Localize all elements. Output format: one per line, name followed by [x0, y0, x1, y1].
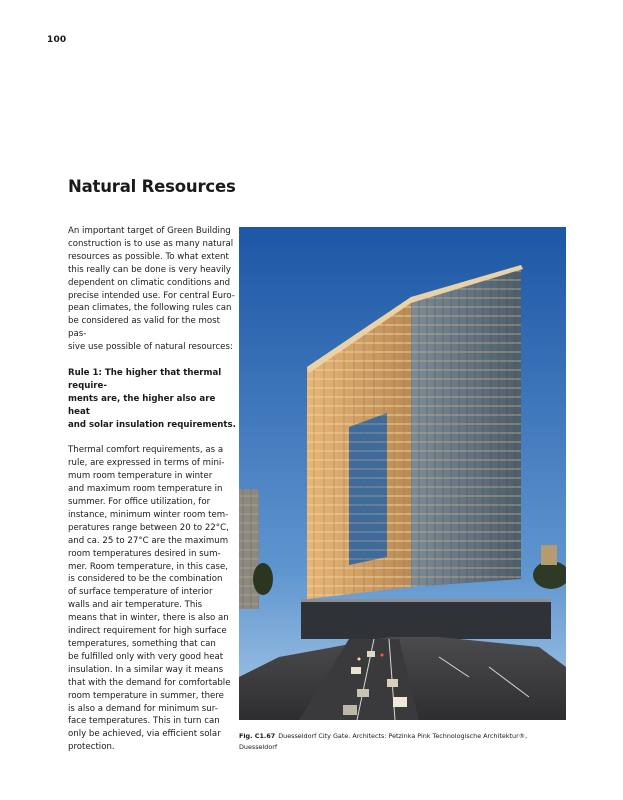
text-line: rule, are expressed in terms of mini- [68, 458, 225, 469]
text-line: only be achieved, via efficient solar [68, 729, 221, 740]
text-line: peratures range between 20 to 22°C, [68, 522, 229, 533]
text-line: summer. For office utilization, for [68, 497, 211, 507]
text-line: this really can be done is very heavily [68, 264, 231, 275]
text-line: means that in winter, there is also an [68, 613, 229, 624]
text-line: sive use possible of natural resources: [68, 342, 233, 353]
text-line: Thermal comfort requirements, as a [68, 445, 224, 456]
figure-caption [239, 731, 569, 752]
text-line: mer. Room temperature, in this case, [68, 561, 229, 572]
page-number: 100 [47, 35, 67, 45]
text-line: be considered as valid for the most pas- [68, 316, 220, 340]
text-line: temperatures, something that can [68, 638, 216, 649]
caption-text: Duesseldorf City Gate. Architects: Petzinka Pink Technologische Architektur®, [278, 732, 528, 740]
caption-line [239, 731, 569, 742]
text-line: indirect requirement for high surface [68, 626, 227, 637]
text-line: and solar insulation requirements. [68, 419, 236, 430]
thermal-comfort-paragraph [68, 444, 236, 754]
text-line: be fulfilled only with very good heat [68, 651, 224, 662]
text-line: protection. [68, 742, 115, 753]
figure-number: Fig. C1.67 [239, 732, 276, 740]
left-building [239, 489, 259, 609]
text-line: construction is to use as many natural [68, 238, 234, 249]
text-line: and maximum room temperature in [68, 484, 223, 495]
text-line: An important target of Green Building [68, 226, 231, 236]
text-line: is also a demand for minimum sur- [68, 703, 218, 714]
section-title: Natural Resources [68, 177, 236, 196]
text-line: mum room temperature in winter [68, 471, 213, 482]
text-line: is considered to be the combination [68, 574, 223, 585]
text-line: pean climates, the following rules can [68, 303, 232, 314]
text-line: face temperatures. This in turn can [68, 716, 220, 727]
text-line: room temperature in summer, there [68, 690, 224, 701]
rule-1-paragraph [68, 367, 236, 432]
text-line: ments are, the higher also are heat [68, 393, 216, 417]
podium [301, 599, 551, 639]
text-line: dependent on climatic conditions and [68, 277, 231, 288]
city-gate-photo [239, 227, 566, 720]
text-line: Rule 1: The higher that thermal require- [68, 367, 222, 391]
body-text-column [68, 225, 236, 767]
text-line: that with the demand for comfortable [68, 677, 231, 688]
text-line: resources as possible. To what extent [68, 251, 229, 262]
caption-line-2: Duesseldorf [239, 742, 278, 751]
text-line: precise intended use. For central Euro- [68, 290, 235, 301]
text-line: insulation. In a similar way it means [68, 664, 224, 675]
text-line: room temperatures desired in sum- [68, 548, 221, 559]
text-line: of surface temperature of interior [68, 587, 213, 598]
text-line: walls and air temperature. This [68, 600, 203, 611]
intro-paragraph [68, 225, 236, 354]
text-line: instance, minimum winter room tem- [68, 509, 229, 520]
text-line: and ca. 25 to 27°C are the maximum [68, 535, 229, 546]
